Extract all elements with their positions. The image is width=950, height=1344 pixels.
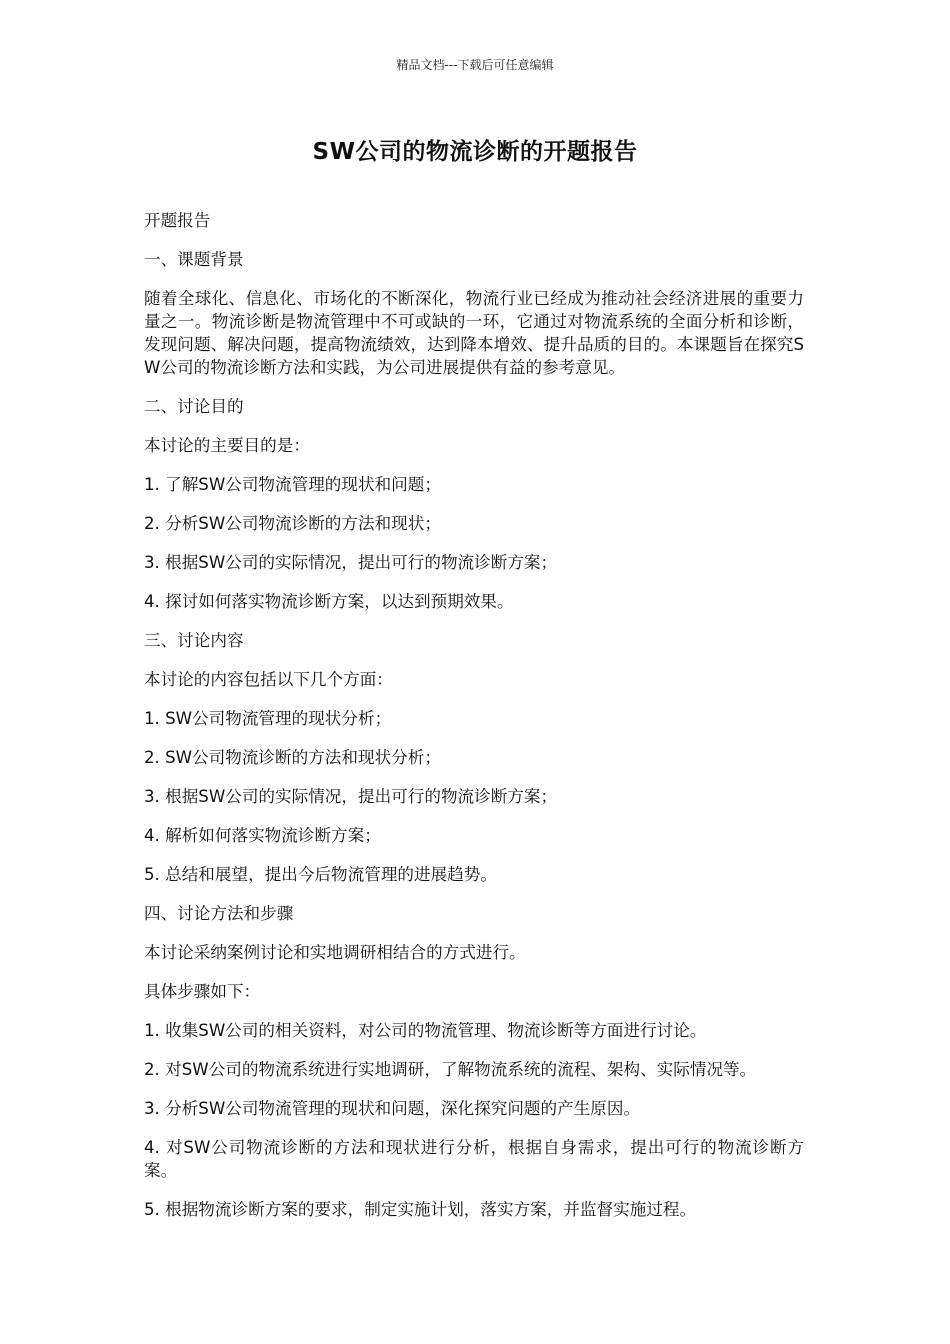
list-item: 2. 分析SW公司物流诊断的方法和现状； xyxy=(144,514,441,533)
list-item: 1. SW公司物流管理的现状分析； xyxy=(144,709,392,728)
body-paragraph: 具体步骤如下： xyxy=(144,982,261,1001)
list-item: 2. 对SW公司的物流系统进行实地调研，了解物流系统的流程、架构、实际情况等。 xyxy=(144,1060,757,1079)
list-item: 3. 根据SW公司的实际情况，提出可行的物流诊断方案； xyxy=(144,553,558,572)
body-paragraph: 本讨论采纳案例讨论和实地调研相结合的方式进行。 xyxy=(144,943,526,962)
section-heading: 二、讨论目的 xyxy=(144,397,244,416)
list-item: 3. 根据SW公司的实际情况，提出可行的物流诊断方案； xyxy=(144,787,558,806)
list-item: 3. 分析SW公司物流管理的现状和问题，深化探究问题的产生原因。 xyxy=(144,1099,641,1118)
section-heading: 一、课题背景 xyxy=(144,250,244,269)
section-label: 开题报告 xyxy=(144,211,211,230)
document-body xyxy=(144,209,804,1237)
section-heading: 三、讨论内容 xyxy=(144,631,244,650)
document-title: SW公司的物流诊断的开题报告 xyxy=(312,139,638,165)
list-item: 5. 总结和展望，提出今后物流管理的进展趋势。 xyxy=(144,865,497,884)
list-item: 5. 根据物流诊断方案的要求，制定实施计划，落实方案，并监督实施过程。 xyxy=(144,1200,697,1219)
list-item: 2. SW公司物流诊断的方法和现状分析； xyxy=(144,748,441,767)
body-paragraph: 随着全球化、信息化、市场化的不断深化，物流行业已经成为推动社会经济进展的重要力量之一。物流诊断是物流管理中不可或缺的一环，它通过对物流系统的全面分析和诊断，发现问题、解决问题，提高物流绩效，达到降本增效、提升品质的目的。本课题旨在探究SW公司的物流诊断方法和实践，为公司进展提供有益的参考意见。 xyxy=(144,289,804,377)
body-paragraph: 本讨论的主要目的是： xyxy=(144,436,310,455)
list-item: 1. 收集SW公司的相关资料，对公司的物流管理、物流诊断等方面进行讨论。 xyxy=(144,1021,707,1040)
list-item: 1. 了解SW公司物流管理的现状和问题； xyxy=(144,475,441,494)
list-item: 4. 解析如何落实物流诊断方案； xyxy=(144,826,381,845)
list-item: 4. 对SW公司物流诊断的方法和现状进行分析，根据自身需求，提出可行的物流诊断方案。 xyxy=(144,1138,804,1180)
list-item: 4. 探讨如何落实物流诊断方案，以达到预期效果。 xyxy=(144,592,514,611)
body-paragraph: 本讨论的内容包括以下几个方面： xyxy=(144,670,393,689)
page-header-watermark: 精品文档---下载后可任意编辑 xyxy=(396,58,554,72)
section-heading: 四、讨论方法和步骤 xyxy=(144,904,294,923)
